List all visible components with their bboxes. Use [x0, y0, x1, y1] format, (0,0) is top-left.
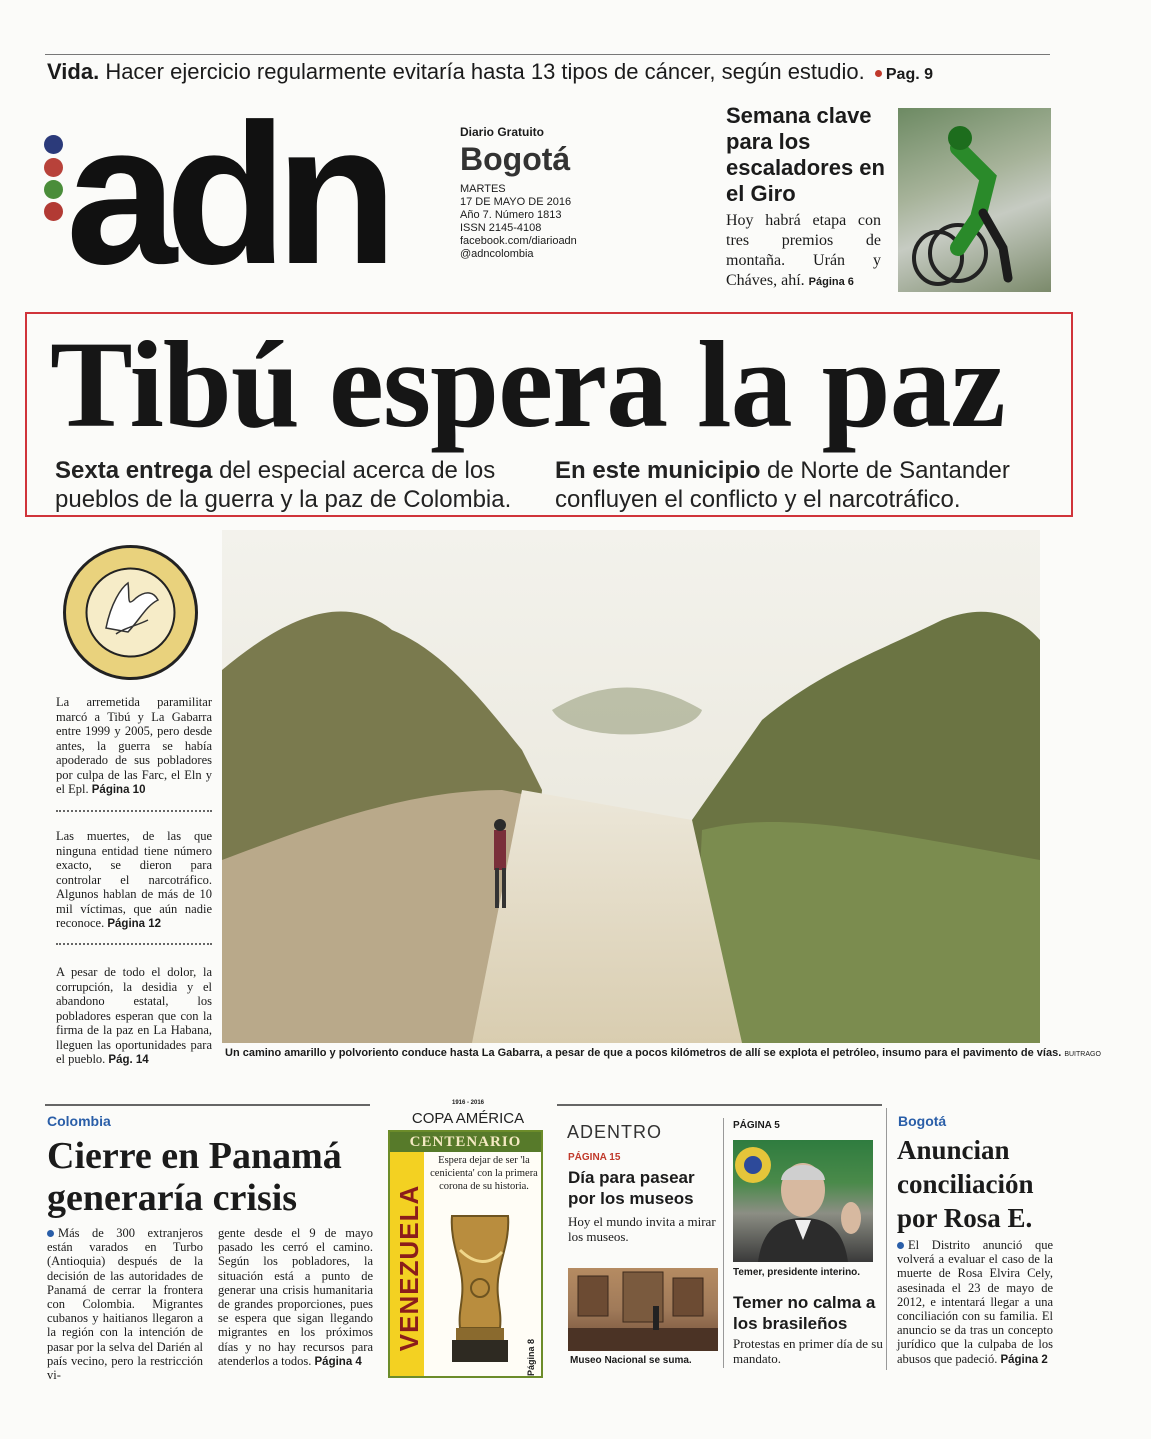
museos-text: Hoy el mundo invita a mirar los museos.	[568, 1214, 716, 1244]
masthead-logo[interactable]: adn	[66, 83, 386, 306]
masthead-city: Bogotá	[460, 141, 571, 177]
adentro-label: ADENTRO	[567, 1122, 663, 1142]
copa-text: Espera dejar de ser 'la cenicienta' con la primera corona de su historia.	[430, 1155, 538, 1192]
copa-page-label: Página 8	[526, 1338, 536, 1376]
giro-text	[726, 211, 881, 292]
copa-page[interactable]	[526, 1336, 540, 1376]
column-divider	[886, 1108, 887, 1370]
photo-credit: BUITRAGO	[1064, 1051, 1101, 1058]
deck-left	[55, 456, 535, 514]
caption-text: Un camino amarillo y polvoriento conduce hasta La Gabarra, a pesar de que a pocos kilómetros de allí se explota el petróleo, insumo para el pavimento de vías.	[225, 1047, 1062, 1059]
bullet-icon	[897, 1242, 904, 1249]
deck-left-bold: Sexta entrega	[55, 457, 213, 484]
masthead-subtitle: Diario Gratuito	[460, 125, 545, 139]
temer-photo[interactable]	[733, 1140, 873, 1262]
top-teaser[interactable]	[47, 59, 1057, 85]
colombia-col2-text: gente desde el 9 de mayo pasado les cerró el camino. Según los pobladores, la situación está a punto de generar una crisis humanitaria de grandes proporciones, pues se espera que sigan llegando migrantes en los próximos días y no hay recursos para atenderlos a todos.	[218, 1226, 373, 1368]
deck-right-text: de Norte de Santander confluyen el conflicto y el narcotráfico.	[555, 457, 1010, 513]
section-rule	[557, 1104, 882, 1106]
bogota-kicker[interactable]: Bogotá	[898, 1113, 947, 1129]
colombia-column-1	[47, 1226, 203, 1382]
lead-paragraph-page[interactable]: Pág. 14	[108, 1054, 149, 1066]
giro-page: Página 6	[808, 276, 854, 288]
rosa-headline[interactable]: Anuncian conciliación por Rosa E.	[897, 1135, 1034, 1233]
colombia-page[interactable]: Página 4	[314, 1355, 362, 1368]
column-divider	[723, 1118, 724, 1368]
top-teaser-text: Hacer ejercicio regularmente evitaría hasta 13 tipos de cáncer, según estudio.	[105, 59, 865, 84]
series-seal	[63, 545, 198, 680]
masthead-date: 17 DE MAYO DE 2016	[460, 196, 572, 208]
giro-headline[interactable]: Semana clave para los escaladores en el Giro	[726, 103, 885, 206]
rosa-text	[897, 1238, 1053, 1367]
top-rule	[45, 54, 1050, 55]
colombia-col1-text: Más de 300 extranjeros están varados en Turbo (Antioquia) después de la decisión de las autoridades de Panamá de cerrar la frontera con Colombia. Migrantes cubanos y haitianos llegaron a la región con la intención de pasar por la selva del Darién al país vecino, pero la restricción vi-	[47, 1226, 203, 1383]
top-teaser-page: Pag. 9	[885, 66, 934, 83]
bullet-icon	[47, 1230, 54, 1237]
museum-photo[interactable]	[568, 1268, 718, 1351]
bullet-icon	[875, 70, 882, 77]
masthead-info	[460, 126, 660, 261]
logo-dot-blue-icon	[44, 135, 63, 154]
lead-paragraph-text: Las muertes, de las que ninguna entidad tiene número exacto, se dieron para controlar el narcotráfico. Algunos hablan de más de 10 mil víctimas, que aún nadie reconoce.	[56, 829, 212, 930]
logo-dot-green-icon	[44, 180, 63, 199]
dotted-divider	[56, 943, 212, 945]
temer-page[interactable]: PÁGINA 5	[733, 1120, 780, 1131]
masthead-issue: Año 7. Número 1813	[460, 209, 562, 221]
logo-dot-darkred-icon	[44, 202, 63, 221]
section-rule	[45, 1104, 370, 1106]
masthead-twitter[interactable]: @adncolombia	[460, 248, 534, 260]
temer-caption: Temer, presidente interino.	[733, 1267, 861, 1278]
lead-paragraph-3	[56, 965, 212, 1068]
museo-caption: Museo Nacional se suma.	[570, 1355, 692, 1366]
lead-paragraph-1	[56, 695, 212, 798]
giro-body: Hoy habrá etapa con tres premios de montaña. Urán y Cháves, ahí.	[726, 212, 881, 289]
trophy-icon	[440, 1210, 520, 1370]
dotted-divider	[56, 810, 212, 812]
lead-paragraph-2	[56, 829, 212, 932]
colombia-column-2	[218, 1226, 373, 1369]
museos-headline[interactable]: Día para pasear por los museos	[568, 1168, 695, 1208]
venezuela-text: VENEZUELA	[394, 1184, 424, 1352]
venezuela-label	[391, 1170, 423, 1370]
main-headline[interactable]: Tibú espera la paz	[50, 316, 1005, 453]
temer-headline[interactable]: Temer no calma a los brasileños	[733, 1293, 876, 1333]
deck-left-text: del especial acerca de los pueblos de la guerra y la paz de Colombia.	[55, 457, 512, 513]
dirt-road-photo[interactable]	[222, 530, 1040, 1043]
cyclist-photo[interactable]	[898, 108, 1051, 292]
lead-paragraph-text: A pesar de todo el dolor, la corrupción, la desidia y el abandono estatal, los pobladores esperan que con la firma de la paz en La Habana, lleguen las oportunidades para el pueblo.	[56, 965, 212, 1066]
copa-years: 1916 - 2016	[451, 1100, 485, 1106]
temer-text: Protestas en primer día de su mandato.	[733, 1336, 883, 1366]
lead-paragraph-text: La arremetida paramilitar marcó a Tibú y La Gabarra entre 1999 y 2005, pero desde antes, la guerra se había apoderado de sus pobladores por culpa de las Farc, el Eln y el Epl.	[56, 695, 212, 796]
colombia-headline[interactable]: Cierre en Panamá generaría crisis	[47, 1135, 342, 1219]
masthead-issn: ISSN 2145-4108	[460, 222, 542, 234]
lead-paragraph-page[interactable]: Página 12	[107, 918, 162, 930]
lead-paragraph-page[interactable]: Página 10	[91, 784, 146, 796]
deck-right-bold: En este municipio	[555, 457, 761, 484]
rosa-body: El Distrito anunció que volverá a evaluar el caso de la muerte de Rosa Elvira Cely, asesinada el 23 de mayo de 2012, e intentará llegar a una conciliación con su familia. El anuncio se da tras un concepto jurídico que la culpaba de los abusos que padeció.	[897, 1238, 1053, 1366]
photo-caption	[225, 1047, 1101, 1059]
rosa-page[interactable]: Página 2	[1000, 1353, 1048, 1366]
logo-dot-red-icon	[44, 158, 63, 177]
deck-right	[555, 456, 1045, 514]
top-teaser-section: Vida.	[47, 59, 100, 84]
masthead-facebook[interactable]: facebook.com/diarioadn	[460, 235, 577, 247]
museos-page[interactable]: PÁGINA 15	[568, 1152, 621, 1163]
copa-title[interactable]: COPA AMÉRICA	[411, 1110, 525, 1127]
copa-subtitle: CENTENARIO	[409, 1134, 522, 1150]
colombia-kicker[interactable]: Colombia	[47, 1113, 111, 1129]
masthead-day: MARTES	[460, 183, 506, 195]
